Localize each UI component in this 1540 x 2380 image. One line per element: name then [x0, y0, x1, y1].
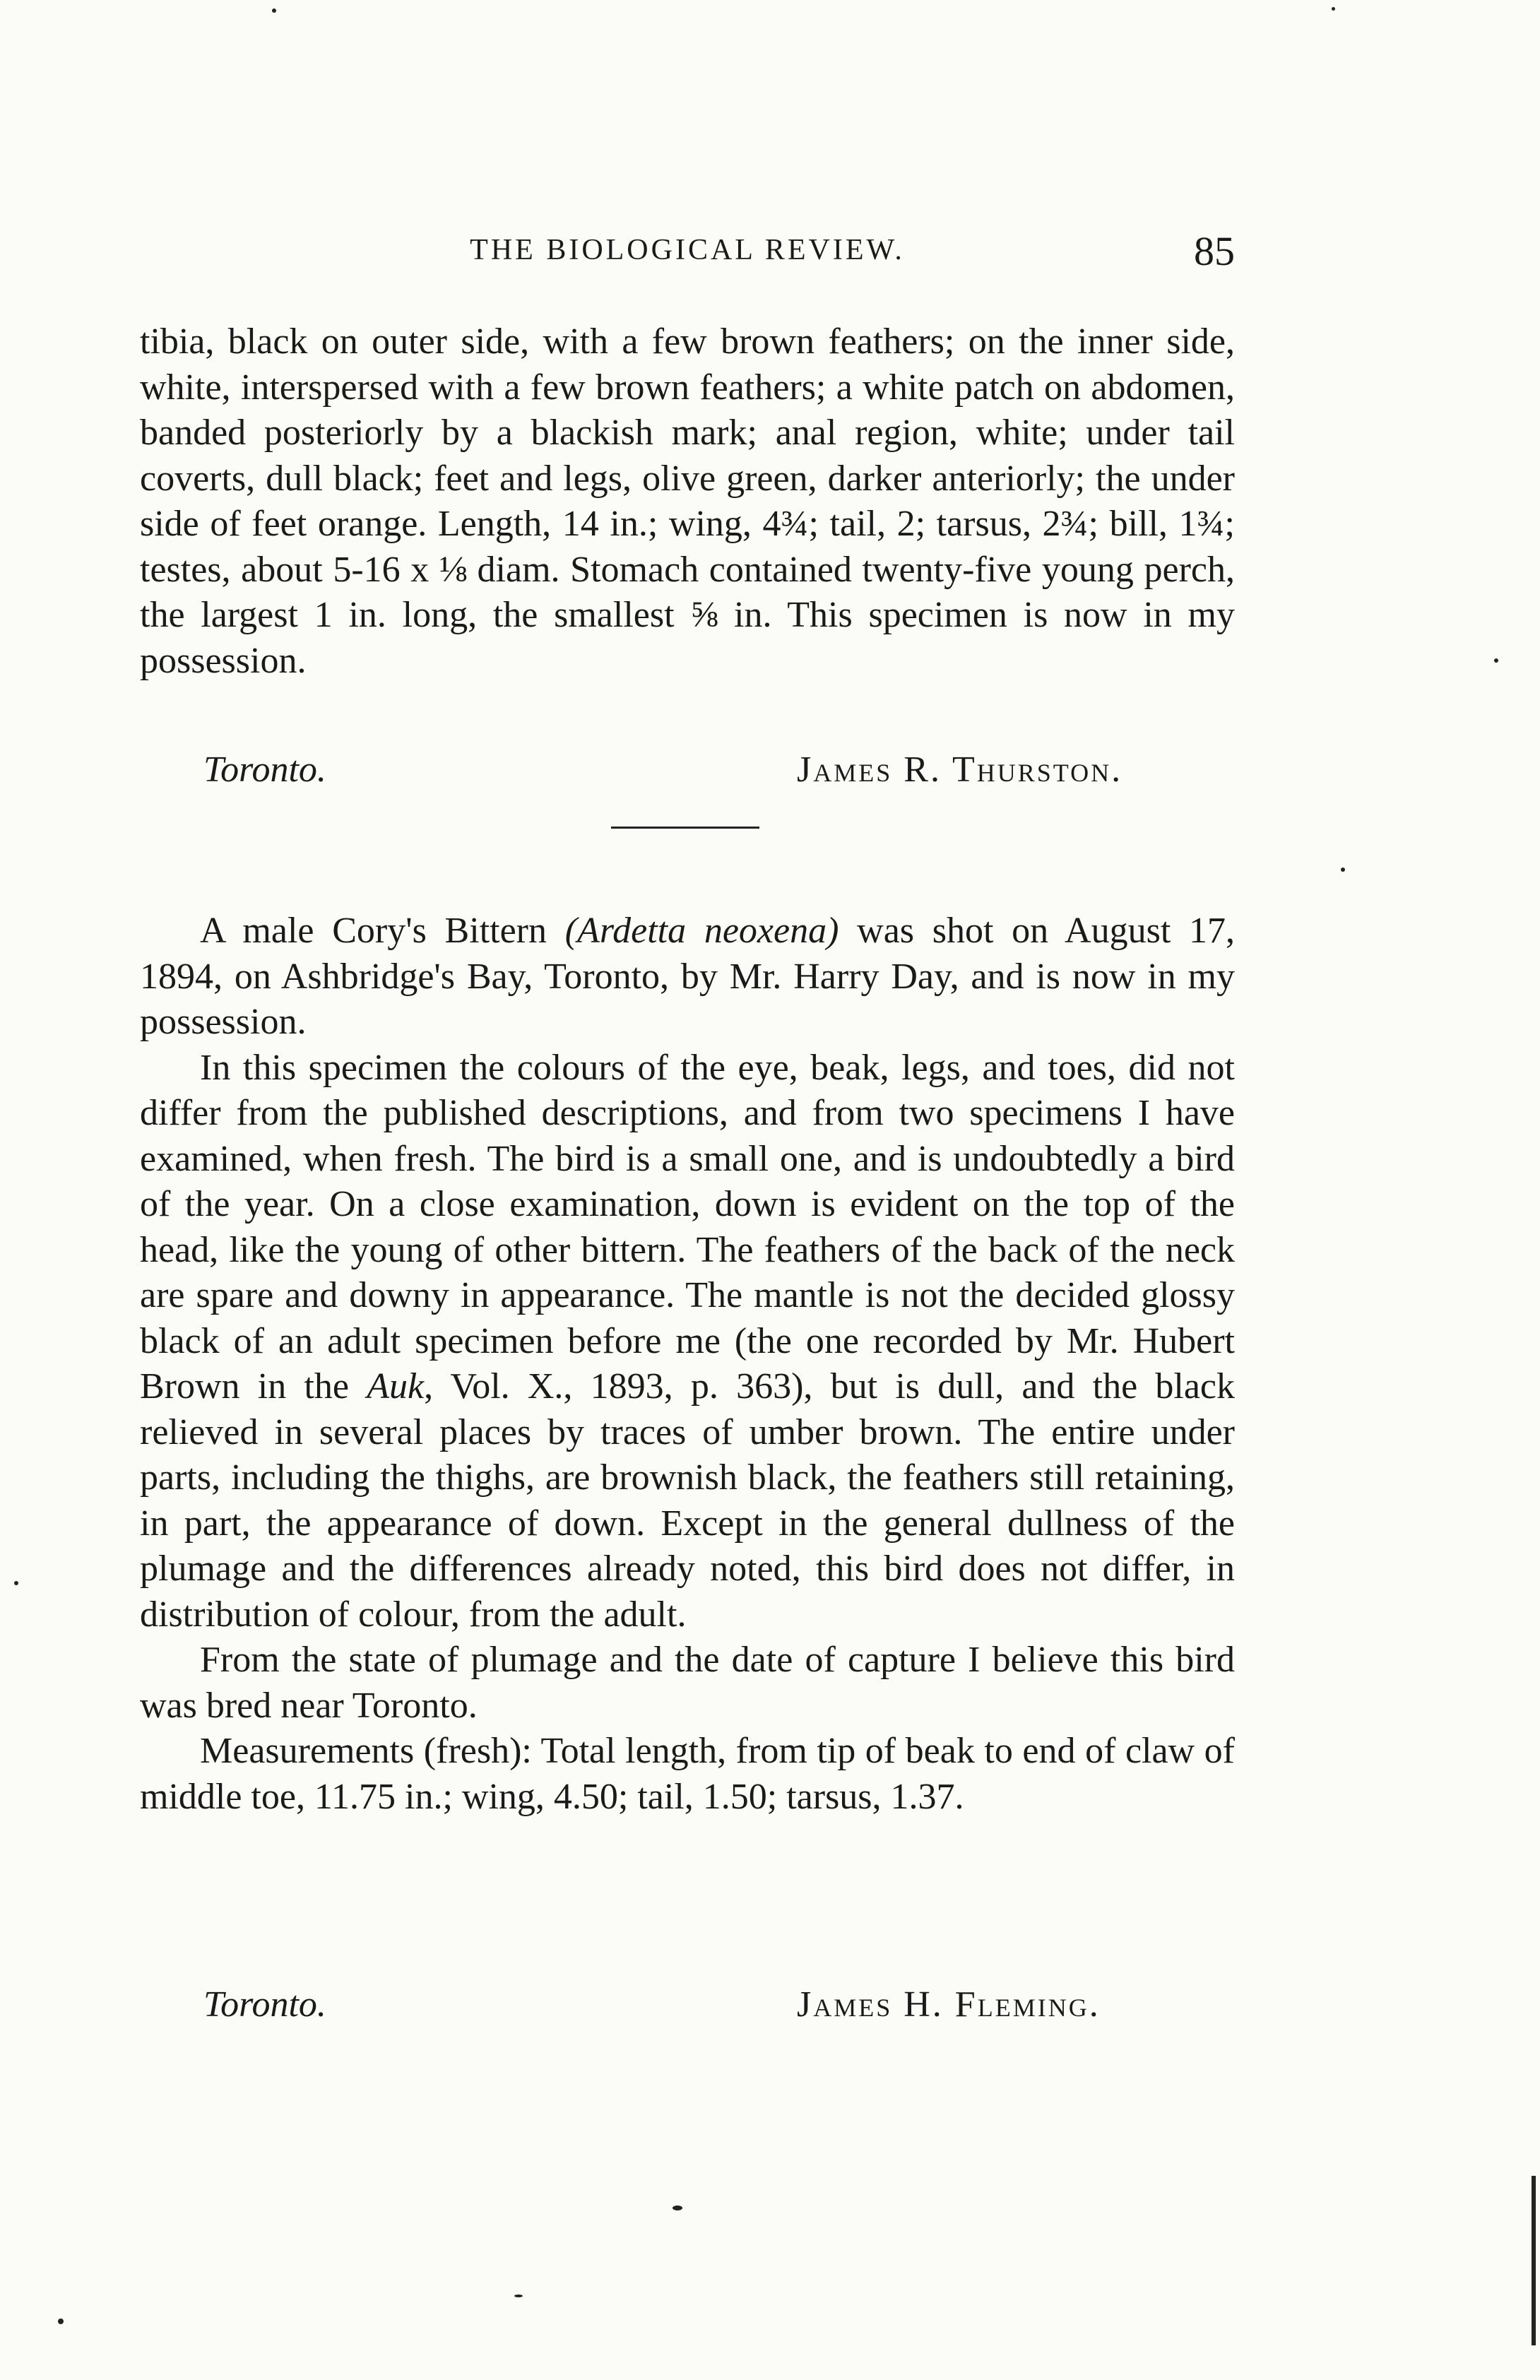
paper-speck [1341, 868, 1345, 872]
page-number: 85 [1194, 228, 1235, 274]
paragraph: tibia, black on outer side, with a few brown feathers; on the inner side, white, interspersed with a few brown feathers; a white patch on abdomen, banded posteriorly by a blackish mark; anal region, white; under tail coverts, dull black; feet and legs, olive green, darker anteriorly; the under side of feet orange. Length, 14 in.; wing, 4¾; tail, 2; tarsus, 2¾; bill, 1¾; testes, about 5-16 x ⅛ diam. Stomach contained twenty-five young perch, the largest 1 in. long, the smallest ⅝ in. This specimen is now in my possession. [140, 321, 1235, 681]
paper-speck [14, 1581, 18, 1585]
paragraph [140, 908, 1235, 1046]
paper-speck [514, 2295, 523, 2297]
paper-speck [58, 2319, 64, 2324]
page-header [140, 228, 1235, 290]
signature-author: James R. Thurston. [797, 750, 1123, 790]
section-divider [611, 827, 759, 829]
paper-speck [272, 8, 276, 13]
signature-place: Toronto. [203, 1984, 326, 2025]
text-run: was shot on August 17, 1894, on Ashbridge's Bay, Toronto, by Mr. Harry Day, and is now in my possession. [140, 911, 1236, 1042]
article-fleming-text [140, 908, 1235, 1820]
running-title: THE BIOLOGICAL REVIEW. [470, 234, 905, 266]
paragraph [140, 1046, 1235, 1638]
paper-speck [1332, 7, 1335, 11]
signature-author: James H. Fleming. [797, 1984, 1101, 2025]
species-name: (Ardetta neoxena) [564, 911, 839, 951]
signature-fleming [140, 1984, 1235, 2033]
journal-name: Auk [367, 1366, 425, 1407]
paragraph: From the state of plumage and the date of capture I believe this bird was bred near Toronto. [140, 1640, 1235, 1726]
signature-place: Toronto. [203, 750, 326, 790]
page-edge-mark [1532, 2176, 1536, 2345]
paper-speck [1494, 658, 1498, 663]
article-thurston-text [140, 319, 1235, 684]
signature-thurston [140, 749, 1235, 798]
text-run: , Vol. X., 1893, p. 363), but is dull, and the black relieved in several places by traces of umber brown. The entire under parts, including the thighs, are brownish black, the feathers still retaining, in part, the appearance of down. Except in the general dullness of the plumage and the differences already noted, this bird does not differ, in distribution of colour, from the adult. [140, 1366, 1236, 1635]
text-run: A male Cory's Bittern [200, 911, 565, 951]
text-run: In this specimen the colours of the eye, beak, legs, and toes, did not differ from the published descriptions, and from two specimens I have examined, when fresh. The bird is a small one, and is undoubtedly a bird of the year. On a close examination, down is evident on the top of the head, like the young of other bittern. The feathers of the back of the neck are spare and downy in appearance. The mantle is not the decided glossy black of an adult specimen before me (the one recorded by Mr. Hubert Brown in the [140, 1047, 1235, 1407]
paragraph: Measurements (fresh): Total length, from tip of beak to end of claw of middle toe, 11.75 in.; wing, 4.50; tail, 1.50; tarsus, 1.37. [140, 1731, 1235, 1817]
paper-speck [673, 2206, 682, 2210]
